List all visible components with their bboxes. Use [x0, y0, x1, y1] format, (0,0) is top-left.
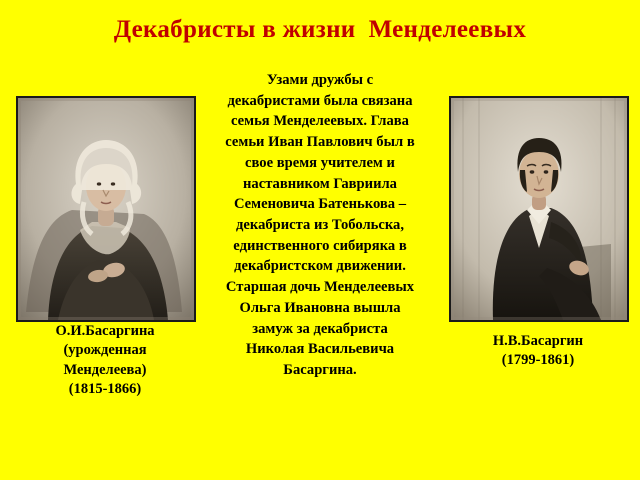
portrait-frame-right [449, 96, 629, 322]
portrait-image-basargin [451, 98, 627, 320]
caption-left-line-4: (1815-1866) [68, 380, 142, 397]
caption-right-line-2: (1799-1861) [501, 352, 575, 369]
portrait-frame-left [16, 96, 196, 322]
portrait-image-basargina [18, 98, 194, 320]
slide-body-text: Узами дружбы с декабристами была связана семья Менделеевых. Глава семьи Иван Павлович был в свое время учителем и наставником Гавриила Семеновича Батенькова – декабриста из Тобольска, единственного сибиряка в декабристском движении. Старшая дочь Менделеевых Ольга Ивановна вышла замуж за декабриста Николая Васильевича Басаргина. [225, 72, 415, 379]
caption-left [10, 322, 200, 399]
page-title: Декабристы в жизни Менделеевых [113, 16, 527, 43]
caption-right [442, 332, 634, 371]
caption-left-line-3: Менделеева) [63, 361, 147, 378]
caption-left-line-2: (урожденная [63, 342, 147, 359]
caption-right-line-1: Н.В.Басаргин [492, 333, 584, 349]
caption-left-line-1: О.И.Басаргина [55, 323, 155, 339]
